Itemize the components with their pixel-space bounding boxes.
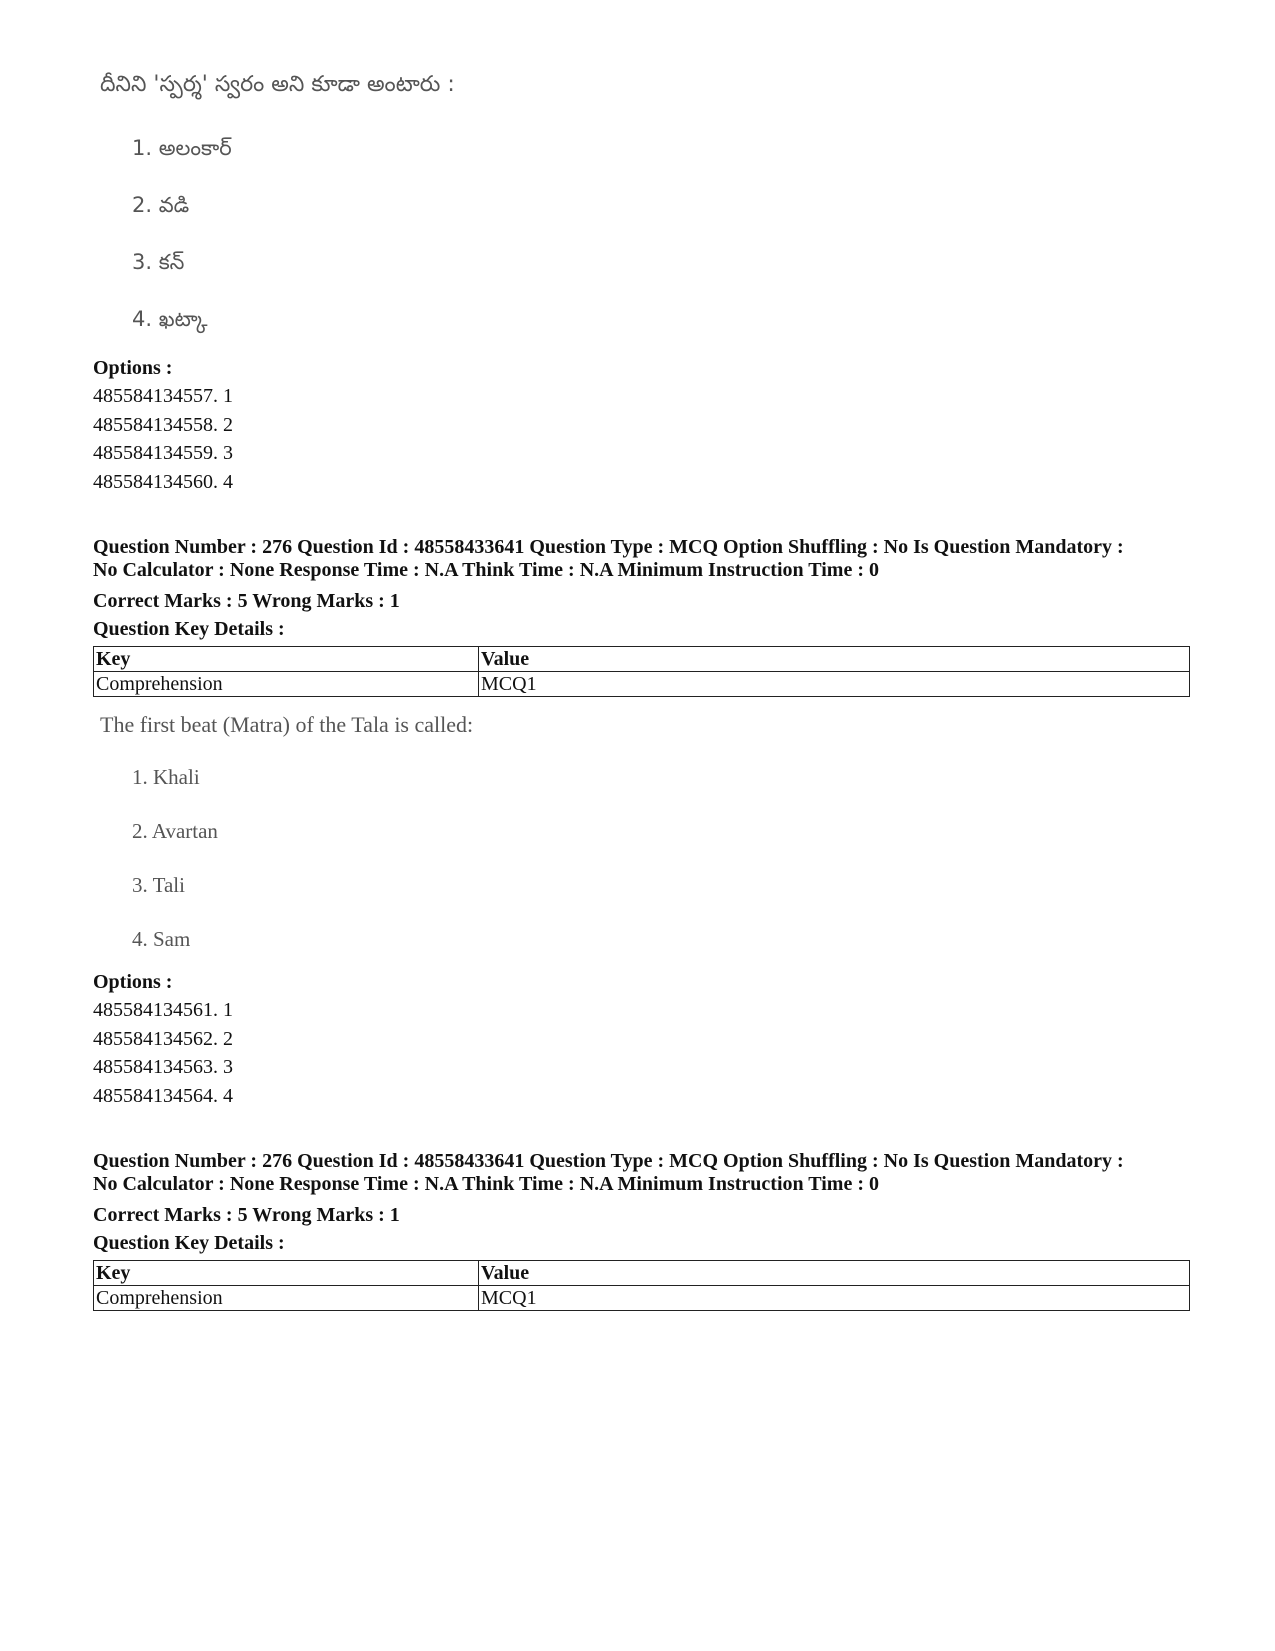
table-cell-key: Comprehension: [94, 1286, 479, 1311]
options-block-276: [93, 968, 1193, 1110]
options-title: Options :: [93, 971, 173, 993]
question-meta-line-1: Question Number : 276 Question Id : 48558433641 Question Type : MCQ Option Shuffling : No Is Question Mandatory :: [93, 1150, 1124, 1172]
question-meta-line-1: Question Number : 276 Question Id : 48558433641 Question Type : MCQ Option Shuffling : No Is Question Mandatory :: [93, 536, 1124, 558]
options-block-prev: [93, 354, 1193, 496]
key-details-table: [93, 1260, 1190, 1311]
table-cell-value: MCQ1: [479, 1286, 1190, 1311]
choice-3: 3. Tali: [132, 873, 185, 897]
option-line: 485584134557. 1: [93, 385, 233, 407]
question-header-276-a: [93, 536, 1193, 697]
question-stem: The first beat (Matra) of the Tala is called:: [100, 712, 474, 737]
table-header-value: Value: [479, 647, 1190, 672]
choice-1: 1. Khali: [132, 765, 200, 789]
question-header-276-b: [93, 1150, 1193, 1311]
key-details-title: Question Key Details :: [93, 618, 285, 640]
question-meta-line-2: No Calculator : None Response Time : N.A Think Time : N.A Minimum Instruction Time : 0: [93, 1173, 879, 1195]
question-image-telugu: [100, 72, 455, 348]
table-row: [94, 647, 1190, 672]
choice-1: 1. అలంకార్: [132, 136, 232, 160]
table-row: [94, 1261, 1190, 1286]
table-header-value: Value: [479, 1261, 1190, 1286]
question-stem: దీనిని 'స్పర్శ' స్వరం అని కూడా అంటారు :: [100, 72, 455, 97]
option-line: 485584134563. 3: [93, 1056, 233, 1078]
table-header-key: Key: [94, 647, 479, 672]
option-line: 485584134559. 3: [93, 442, 233, 464]
key-details-title: Question Key Details :: [93, 1232, 285, 1254]
table-cell-value: MCQ1: [479, 672, 1190, 697]
table-row: [94, 672, 1190, 697]
choice-3: 3. కన్: [132, 250, 185, 274]
option-line: 485584134558. 2: [93, 413, 233, 436]
options-title: Options :: [93, 357, 173, 379]
question-marks: Correct Marks : 5 Wrong Marks : 1: [93, 1204, 400, 1226]
table-row: [94, 1286, 1190, 1311]
choice-2: 2. వడి: [132, 193, 190, 217]
choice-4: 4. ఖట్కా: [132, 307, 208, 331]
choice-2: 2. Avartan: [132, 819, 218, 843]
key-details-table: [93, 646, 1190, 697]
question-marks: Correct Marks : 5 Wrong Marks : 1: [93, 590, 400, 612]
table-header-key: Key: [94, 1261, 479, 1286]
question-meta-line-2: No Calculator : None Response Time : N.A Think Time : N.A Minimum Instruction Time : 0: [93, 559, 879, 581]
option-line: 485584134561. 1: [93, 999, 233, 1021]
option-line: 485584134562. 2: [93, 1027, 233, 1050]
option-line: 485584134564. 4: [93, 1084, 233, 1107]
choice-4: 4. Sam: [132, 927, 191, 951]
option-line: 485584134560. 4: [93, 470, 233, 493]
question-image-english: [100, 712, 473, 966]
table-cell-key: Comprehension: [94, 672, 479, 697]
